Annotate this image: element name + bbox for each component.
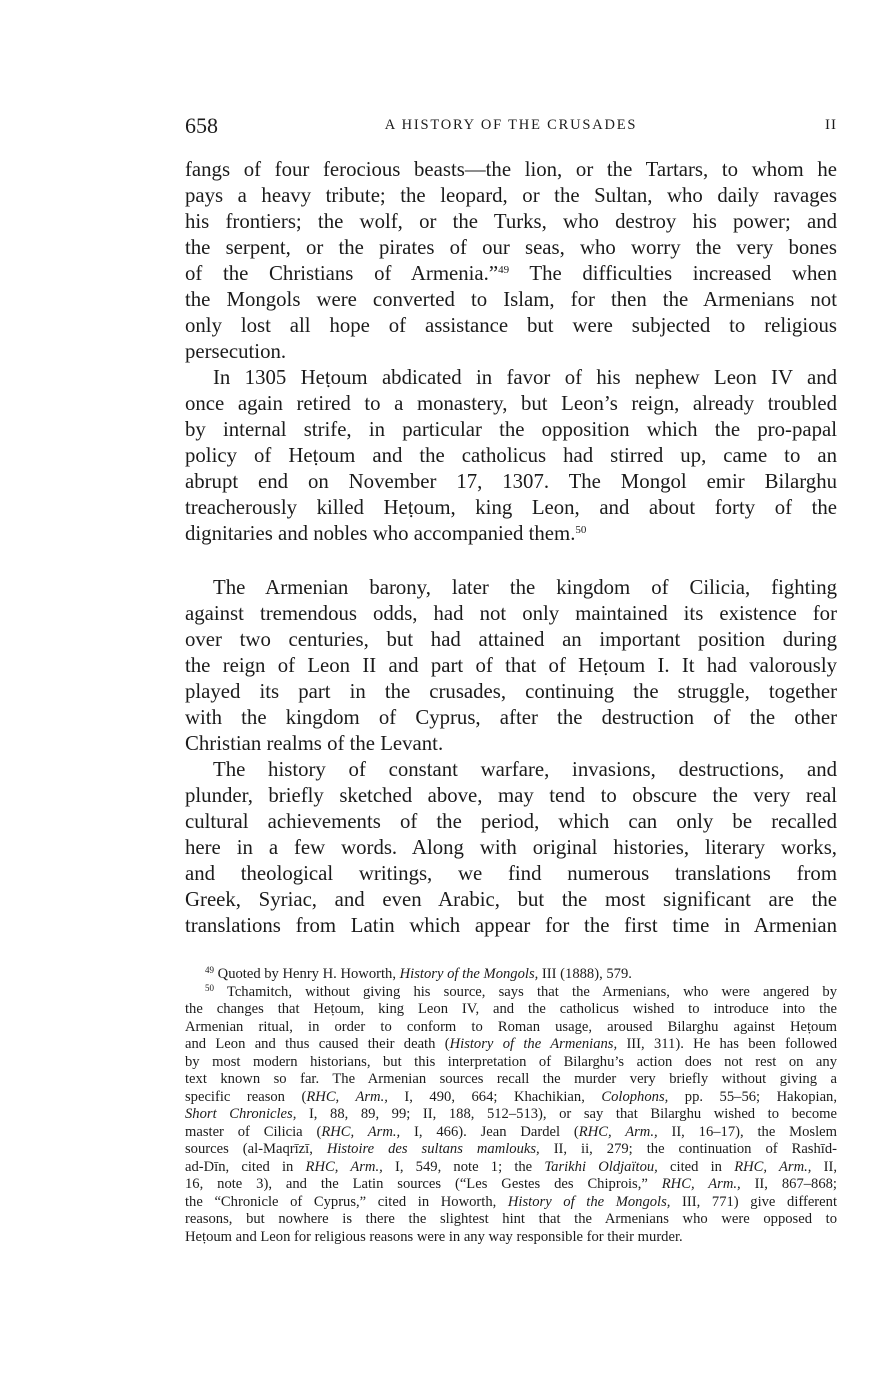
text-line: The Armenian barony, later the kingdom of Cilicia, fighting <box>213 576 837 599</box>
footnote-number: 50 <box>205 983 214 993</box>
text-span: II, 16–17), the Moslem <box>657 1123 837 1140</box>
text-line: Christian realms of the Levant. <box>185 732 444 755</box>
text-span: dignitaries and nobles who accompanied them. <box>185 522 576 545</box>
footnote-line: text known so far. The Armenian sources recall the murder very briefly without giving a <box>185 1071 837 1087</box>
section-break <box>185 547 837 575</box>
paragraph-2 <box>185 365 837 547</box>
text-line: Greek, Syriac, and even Arabic, but the most significant are the <box>185 888 837 911</box>
text-line: cultural achievements of the period, which can only be recalled <box>185 810 837 833</box>
text-span: III (1888), 579. <box>538 966 632 982</box>
footnote-line <box>185 1124 837 1142</box>
text-span: of the Christians of Armenia.” <box>185 262 499 285</box>
text-line: only lost all hope of assistance but were subjected to religious <box>185 314 837 337</box>
text-span: II, ii, 279; the continuation of Rashīd- <box>539 1141 837 1157</box>
text-span: III, 771) give different <box>670 1193 837 1210</box>
text-span: cited in <box>657 1158 735 1175</box>
footnote-line: reasons, but nowhere is there the slightest hint that the Armenians who were opposed to <box>185 1211 837 1227</box>
text-line: played its part in the crusades, continuing the struggle, together <box>185 680 837 703</box>
footnote-ref-49: 49 <box>498 264 510 276</box>
text-line: plunder, briefly sketched above, may tend to obscure the very real <box>185 784 837 807</box>
text-line: fangs of four ferocious beasts—the lion, or the Tartars, to whom he <box>185 158 837 181</box>
text-line: translations from Latin which appear for the first time in Armenian <box>185 914 837 937</box>
citation-title: RHC, Arm., <box>661 1176 741 1192</box>
citation-title: Short Chronicles, <box>185 1106 297 1122</box>
text-line: persecution. <box>185 340 287 363</box>
footnote-line <box>185 1089 837 1107</box>
footnote-ref-50: 50 <box>575 524 587 536</box>
text-span: and Leon and thus caused their death ( <box>185 1036 450 1052</box>
text-span: Tchamitch, without giving his source, says that the Armenians, who were angered by <box>214 983 837 1000</box>
citation-title: Histoire des sultans mamlouks, <box>326 1141 540 1157</box>
footnote-line <box>185 1106 837 1124</box>
running-header <box>185 113 837 139</box>
text-span: I, 490, 664; Khachikian, <box>387 1088 602 1105</box>
text-line: here in a few words. Along with original histories, literary works, <box>185 836 837 859</box>
citation-title: RHC, Arm., <box>578 1123 658 1140</box>
footnote-line <box>185 1194 837 1212</box>
text-line: once again retired to a monastery, but Leon’s reign, already troubled <box>185 392 837 415</box>
text-line: In 1305 Heṭoum abdicated in favor of his nephew Leon IV and <box>213 366 837 389</box>
text-line: over two centuries, but had attained an important position during <box>185 628 837 651</box>
text-span: III, 311). He has been followed <box>617 1036 837 1052</box>
text-span: II, 867–868; <box>740 1176 837 1192</box>
text-line: the Mongols were converted to Islam, for then the Armenians not <box>185 288 837 311</box>
footnote-line: by most modern historians, but this interpretation of Bilarghu’s action does not rest on any <box>185 1053 837 1070</box>
running-title: A HISTORY OF THE CRUSADES <box>384 117 638 133</box>
footnote-line <box>185 1141 837 1159</box>
text-line: with the kingdom of Cyprus, after the destruction of the other <box>185 706 837 729</box>
volume-number: II <box>825 117 837 133</box>
paragraph-3 <box>185 575 837 757</box>
text-line: against tremendous odds, had not only maintained its existence for <box>185 602 837 625</box>
citation-title: Tarikhi Oldjaïtou, <box>544 1158 658 1175</box>
footnote-50 <box>185 984 837 1002</box>
text-span: I, 549, note 1; the <box>382 1158 545 1175</box>
paragraph-4 <box>185 757 837 939</box>
text-line: treacherously killed Heṭoum, king Leon, and about forty of the <box>185 496 837 519</box>
citation-title: RHC, Arm., <box>734 1158 812 1175</box>
text-span: sources (al-Maqrīzī, <box>185 1141 327 1157</box>
footnotes <box>185 966 837 1246</box>
footnote-line <box>185 1036 837 1054</box>
text-span: master of Cilicia ( <box>185 1123 322 1140</box>
text-line: abrupt end on November 17, 1307. The Mongol emir Bilarghu <box>185 470 837 493</box>
text-line <box>185 261 837 287</box>
text-line: and theological writings, we find numerous translations from <box>185 862 837 885</box>
citation-title: RHC, Arm., <box>321 1123 401 1140</box>
footnote-line: Heṭoum and Leon for religious reasons were in any way responsible for their murder. <box>185 1228 683 1245</box>
footnote-49 <box>185 966 837 984</box>
text-span: the “Chronicle of Cyprus,” cited in Howorth, <box>185 1193 508 1210</box>
text-line: pays a heavy tribute; the leopard, or the Sultan, who daily ravages <box>185 184 837 207</box>
text-line: policy of Heṭoum and the catholicus had stirred up, came to an <box>185 444 837 467</box>
text-line: the serpent, or the pirates of our seas, who worry the very bones <box>185 236 837 259</box>
citation-title: Colophons, <box>601 1088 669 1105</box>
citation-title: History of the Mongols, <box>507 1193 671 1210</box>
text-line <box>185 521 837 547</box>
text-span: ad-Dīn, cited in <box>185 1158 306 1175</box>
text-span: specific reason ( <box>185 1088 307 1105</box>
text-span: I, 88, 89, 99; II, 188, 512–513), or say that Bilarghu wished to become <box>296 1106 837 1122</box>
footnote-line: the changes that Heṭoum, king Leon IV, and the catholicus wished to introduce into the <box>185 1001 837 1017</box>
page-number: 658 <box>185 113 218 138</box>
citation-title: RHC, Arm., <box>305 1158 383 1175</box>
footnote-line: Armenian ritual, in order to conform to Roman usage, aroused Bilarghu against Heṭoum <box>185 1018 837 1035</box>
text-span: Quoted by Henry H. Howorth, <box>214 966 400 982</box>
footnote-line <box>185 1176 837 1194</box>
text-span: pp. 55–56; Hakopian, <box>668 1088 837 1105</box>
text-line: the reign of Leon II and part of that of Heṭoum I. It had valorously <box>185 654 837 677</box>
paragraph-1 <box>185 157 837 365</box>
text-line: his frontiers; the wolf, or the Turks, who destroy his power; and <box>185 210 837 233</box>
citation-title: History of the Mongols, <box>399 966 539 982</box>
footnote-line <box>185 1159 837 1177</box>
citation-title: History of the Armenians, <box>449 1036 618 1052</box>
citation-title: RHC, Arm., <box>306 1088 388 1105</box>
text-span: I, 466). Jean Dardel ( <box>400 1123 579 1140</box>
text-line: The history of constant warfare, invasions, destructions, and <box>213 758 837 781</box>
text-span: II, <box>811 1158 837 1175</box>
text-span: The difficulties increased when <box>509 262 837 285</box>
text-span: 16, note 3), and the Latin sources (“Les Gestes des Chiprois,” <box>185 1176 662 1192</box>
text-line: by internal strife, in particular the opposition which the pro-papal <box>185 418 837 441</box>
footnote-number: 49 <box>205 966 214 975</box>
main-text <box>185 157 837 939</box>
